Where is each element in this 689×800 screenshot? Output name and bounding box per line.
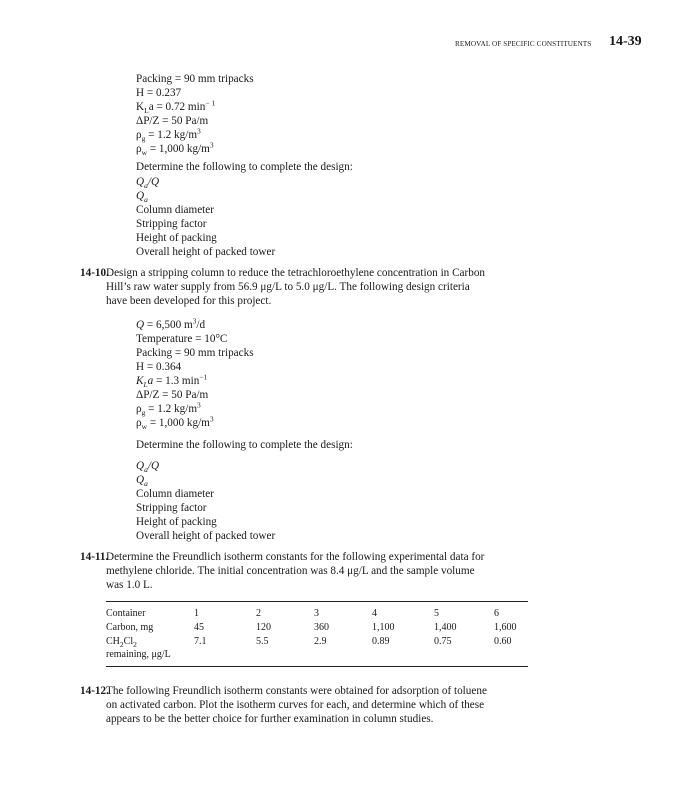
temperature-line: Temperature = 10°C	[136, 333, 228, 345]
list-item: Column diameter	[136, 488, 214, 500]
table-cell: 1,600	[494, 622, 517, 633]
problem-text-line: Hill’s raw water supply from 56.9 μg/L to 5.0 μg/L. The following design criteria	[106, 281, 470, 293]
list-item: Overall height of packed tower	[136, 246, 276, 258]
problem-text-line: Determine the Freundlich isotherm constants for the following experimental data for	[106, 551, 485, 563]
table-cell: 0.75	[434, 636, 452, 647]
air-flow-item: $Q_a$	[136, 190, 148, 205]
packing-line: Packing = 90 mm tripacks	[136, 347, 254, 359]
problem-text-line: was 1.0 L.	[106, 579, 153, 591]
table-header-cell: 1	[194, 608, 199, 619]
problem-number: 14-11.	[80, 551, 109, 563]
problem-text-line: appears to be the better choice for further examination in column studies.	[106, 713, 434, 725]
table-header-cell: 6	[494, 608, 499, 619]
table-header-cell: 3	[314, 608, 319, 619]
kla-line: $K_La = 1.3$ $\min^{-1}$	[136, 372, 208, 390]
packing-line: Packing = 90 mm tripacks	[136, 73, 254, 85]
table-cell: 2.9	[314, 636, 327, 647]
list-item: Column diameter	[136, 204, 214, 216]
table-header-cell: 5	[434, 608, 439, 619]
air-water-ratio-item: $Q_a/Q$	[136, 176, 160, 191]
problem-text-line: have been developed for this project.	[106, 295, 272, 307]
determine-line: Determine the following to complete the design:	[136, 161, 353, 173]
list-item: Stripping factor	[136, 502, 207, 514]
problem-text-line: on activated carbon. Plot the isotherm curves for each, and determine which of these	[106, 699, 485, 711]
table-cell: 360	[314, 622, 329, 633]
pressure-drop-line: ΔP/Z = 50 Pa/m	[136, 389, 209, 401]
table-cell: 1,400	[434, 622, 457, 633]
table-header-cell: 2	[256, 608, 261, 619]
list-item: Height of packing	[136, 516, 217, 528]
list-item: Overall height of packed tower	[136, 530, 276, 542]
henry-constant-line: H = 0.237	[136, 87, 182, 99]
table-cell: 0.89	[372, 636, 390, 647]
table-cell: 1,100	[372, 622, 395, 633]
table-header-cell: Container	[106, 608, 146, 619]
air-flow-item: $Q_a$	[136, 474, 148, 489]
page-number: 14-39	[609, 34, 642, 49]
kla-line: $K_La = 0.72$ $\min^{- 1}$	[136, 98, 216, 116]
table-row-label: $CH_2Cl_2$	[106, 636, 137, 649]
problem-text-line: methylene chloride. The initial concentration was 8.4 μg/L and the sample volume	[106, 565, 475, 577]
problem-number: 14-10.	[80, 267, 109, 279]
water-density-line: $\rho_w = 1,000$ $kg/m^3$	[136, 140, 214, 158]
gas-density-line: $\rho_g = 1.2$ $kg/m^3$	[136, 126, 201, 144]
table-cell: 0.60	[494, 636, 512, 647]
gas-density-line: $\rho_g = 1.2$ $kg/m^3$	[136, 400, 201, 418]
problem-text-line: The following Freundlich isotherm constants were obtained for adsorption of toluene	[106, 685, 487, 697]
problem-number: 14-12.	[80, 685, 109, 697]
table-bottom-rule	[106, 666, 528, 667]
running-head: REMOVAL OF SPECIFIC CONSTITUENTS	[455, 40, 592, 48]
water-density-line: $\rho_w = 1,000$ $kg/m^3$	[136, 414, 214, 432]
pressure-drop-line: ΔP/Z = 50 Pa/m	[136, 115, 209, 127]
list-item: Stripping factor	[136, 218, 207, 230]
table-row-label-continued: remaining, μg/L	[106, 649, 171, 660]
air-water-ratio-item: $Q_a/Q$	[136, 460, 160, 475]
table-header-cell: 4	[372, 608, 377, 619]
problem-text-line: Design a stripping column to reduce the tetrachloroethylene concentration in Carbon	[106, 267, 486, 279]
henry-constant-line: H = 0.364	[136, 361, 182, 373]
table-cell: 45	[194, 622, 204, 633]
table-top-rule	[106, 601, 528, 602]
flow-line: Q = 6,500 $m^3/d$	[136, 316, 206, 331]
determine-line: Determine the following to complete the design:	[136, 439, 353, 451]
table-cell: 7.1	[194, 636, 207, 647]
list-item: Height of packing	[136, 232, 217, 244]
table-cell: Carbon, mg	[106, 622, 154, 633]
table-cell: 120	[256, 622, 271, 633]
table-cell: 5.5	[256, 636, 269, 647]
